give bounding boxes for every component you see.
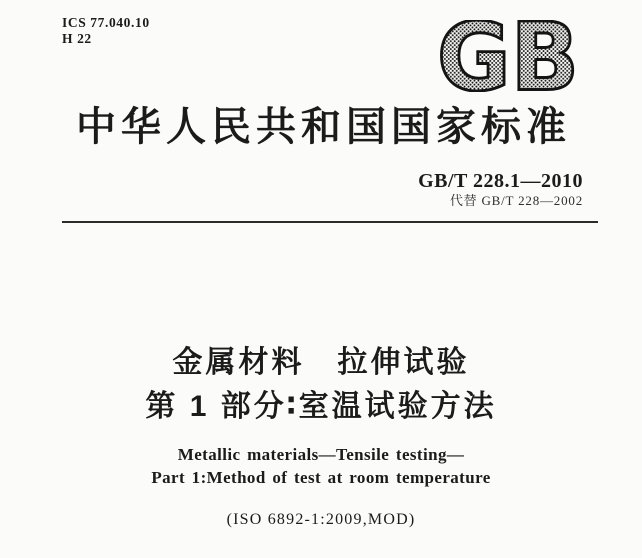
chinese-title-line1: 金属材料 拉伸试验 [172,346,470,379]
chinese-title [0,341,642,429]
english-title-line1: Metallic materials—Tensile testing— [177,445,465,464]
classification-code: H 22 [62,31,92,46]
iso-adoption-note: (ISO 6892-1:2009,MOD) [226,511,416,528]
gb-logo-text: GB [436,20,580,92]
national-standard-title: 中华人民共和国国家标准 [76,104,571,149]
ics-block [62,15,150,47]
standard-number-block [418,170,583,208]
gb-logo-icon [434,20,582,92]
standard-number: GB/T 228.1—2010 [418,170,583,192]
english-title-line2: Part 1:Method of test at room temperature [151,468,491,487]
english-title [0,443,642,489]
chinese-title-line2: 第 1 部分∶室温试验方法 [145,390,497,423]
horizontal-rule [62,221,598,223]
supersedes-note: 代替 GB/T 228—2002 [449,193,583,208]
ics-code: ICS 77.040.10 [62,15,150,30]
